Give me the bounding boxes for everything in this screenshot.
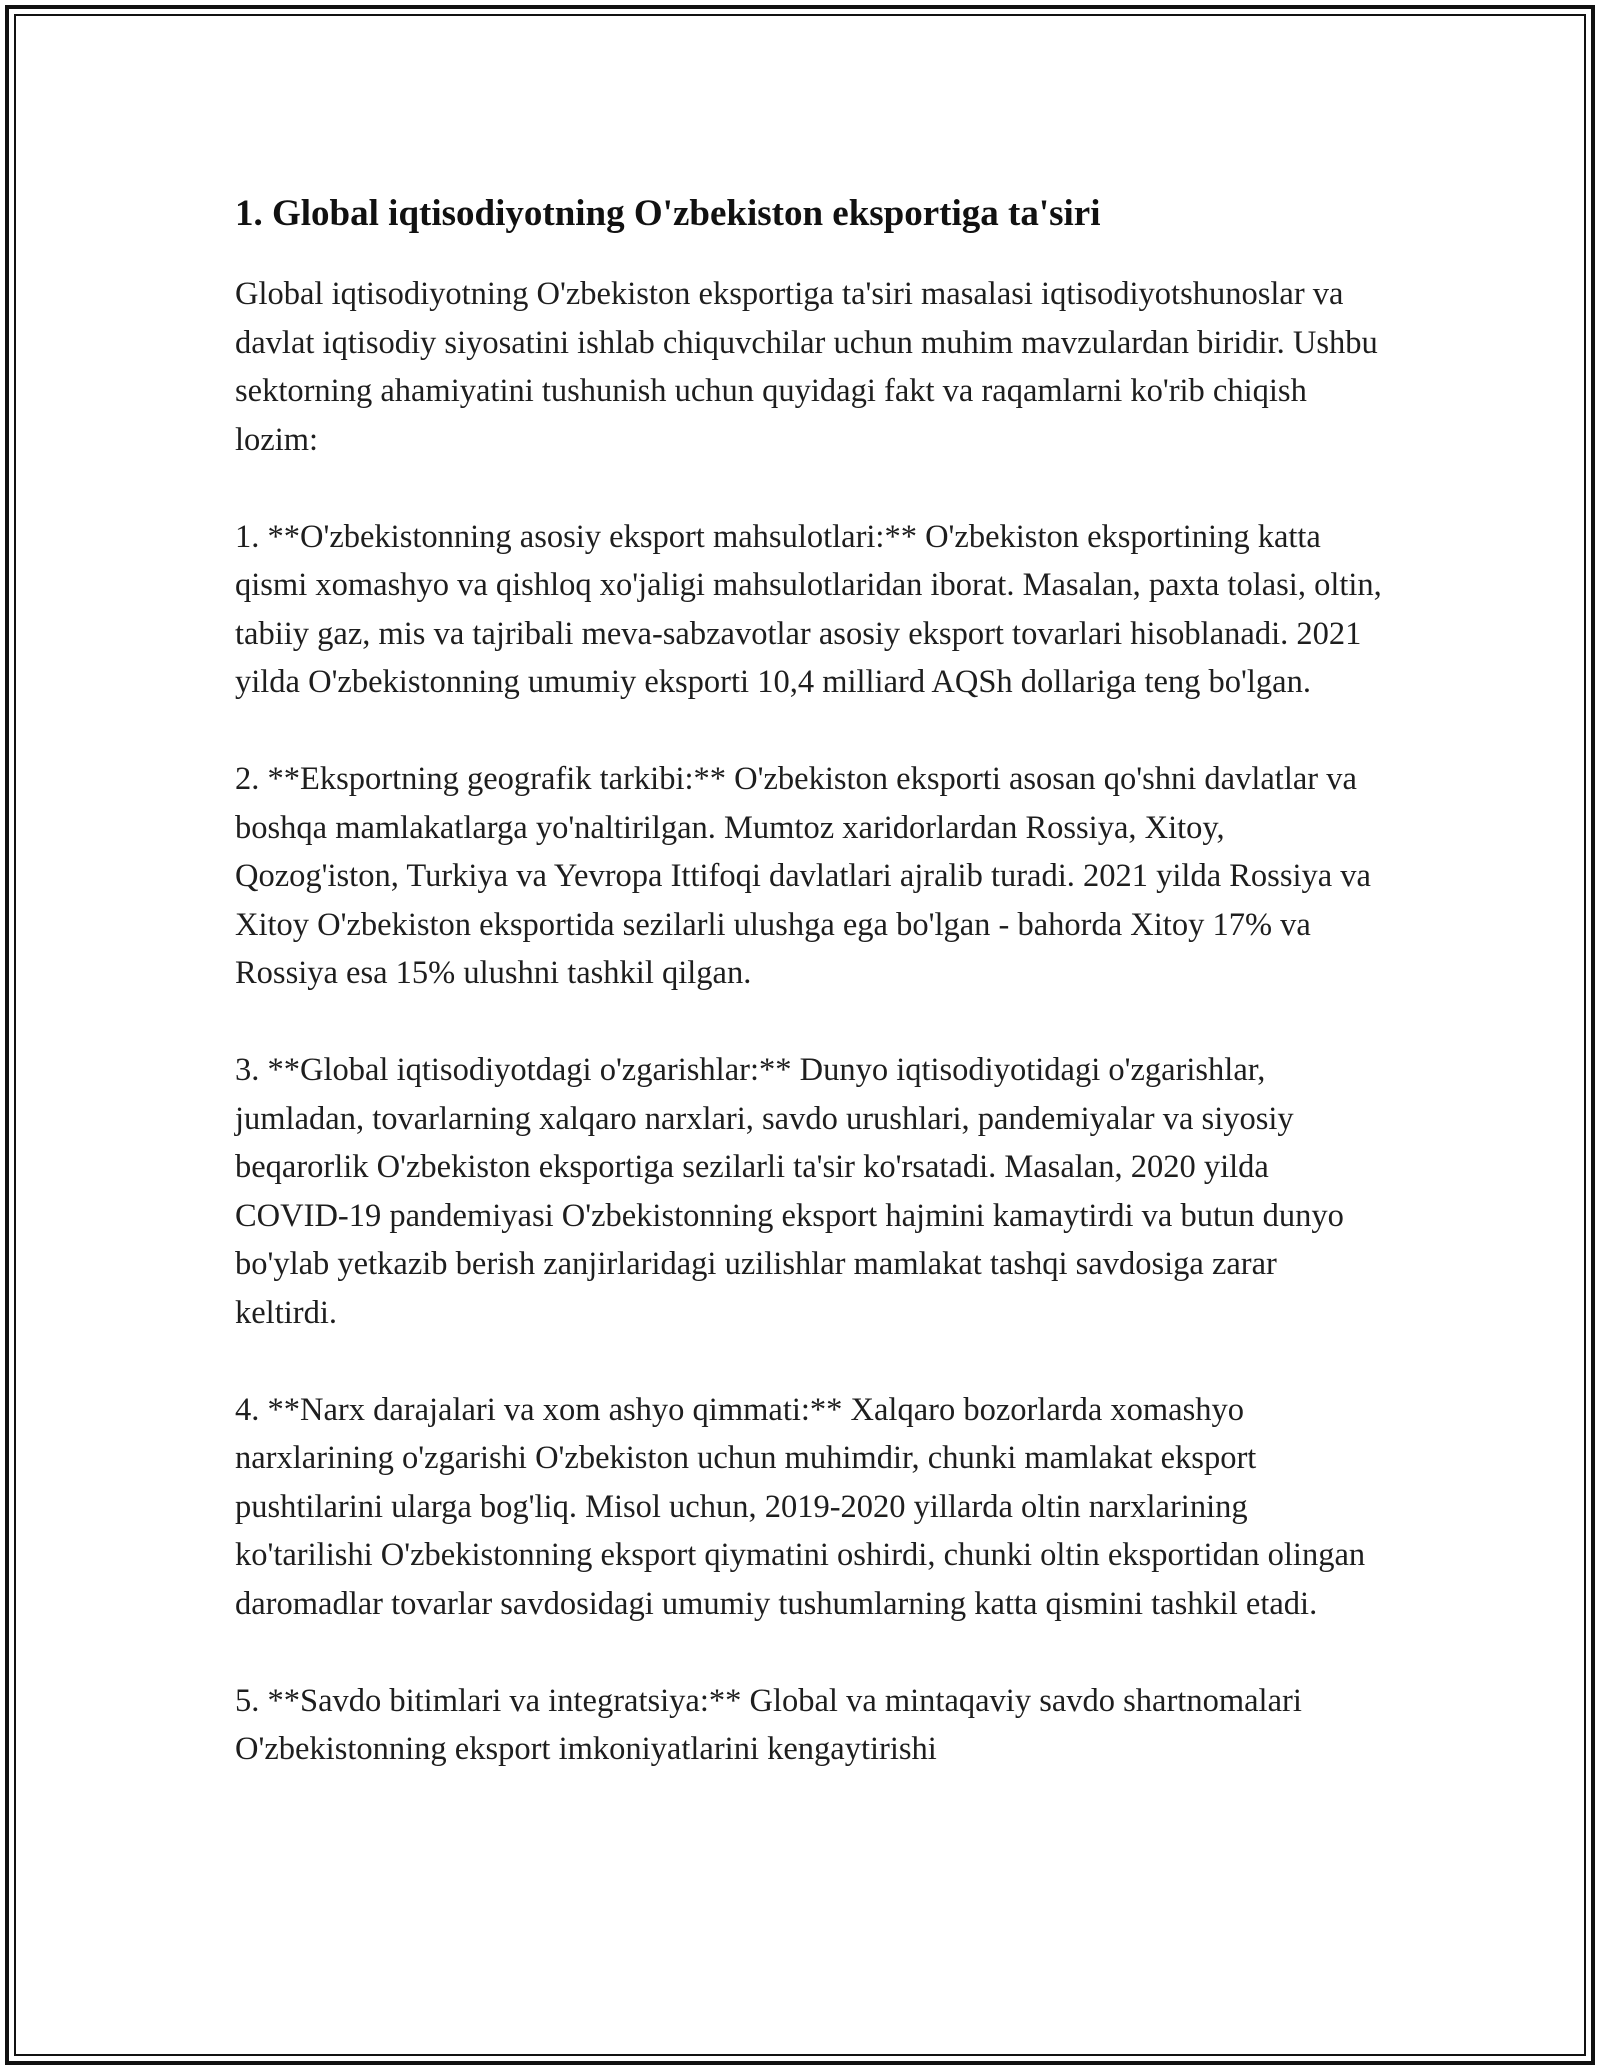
paragraph-export-products: 1. **O'zbekistonning asosiy eksport mahsulotlari:** O'zbekiston eksportining katta qismi xomashyo va qishloq xo'jaligi mahsulotlaridan iborat. Masalan, paxta tolasi, oltin, tabiiy gaz, mis va tajribali meva-sabzavotlar asosiy eksport tovarlari hisoblanadi. 2021 yilda O'zbekistonning umumiy eksporti 10,4 milliard AQSh dollariga teng bo'lgan. (235, 518, 1382, 700)
document-title: 1. Global iqtisodiyotning O'zbekiston eksportiga ta'siri (235, 193, 1101, 234)
paragraph-price-levels: 4. **Narx darajalari va xom ashyo qimmati:** Xalqaro bozorlarda xomashyo narxlarining o'zgarishi O'zbekiston uchun muhimdir, chunki mamlakat eksport pushtilarini ularga bog'liq. Misol uchun, 2019-2020 yillarda oltin narxlarining ko'tarilishi O'zbekistonning eksport qiymatini oshirdi, chunki oltin eksportidan olingan daromadlar tovarlar savdosidagi umumiy tushumlarning katta qismini tashkil etadi. (235, 1391, 1366, 1622)
paragraph-geographic-structure: 2. **Eksportning geografik tarkibi:** O'zbekiston eksporti asosan qo'shni davlatlar va boshqa mamlakatlarga yo'naltirilgan. Mumtoz xaridorlardan Rossiya, Xitoy, Qozog'iston, Turkiya va Yevropa Ittifoqi davlatlari ajralib turadi. 2021 yilda Rossiya va Xitoy O'zbekiston eksportida sezilarli ulushga ega bo'lgan - bahorda Xitoy 17% va Rossiya esa 15% ulushni tashkil qilgan. (235, 761, 1371, 991)
document-body (235, 186, 1385, 1774)
intro-paragraph: Global iqtisodiyotning O'zbekiston eksportiga ta'siri masalasi iqtisodiyotshunoslar va davlat iqtisodiy siyosatini ishlab chiquvchilar uchun muhim mavzulardan biridir. Ushbu sektorning ahamiyatini tushunish uchun quyidagi fakt va raqamlarni ko'rib chiqish lozim: (235, 276, 1378, 458)
paragraph-global-changes: 3. **Global iqtisodiyotdagi o'zgarishlar:** Dunyo iqtisodiyotidagi o'zgarishlar, jumladan, tovarlarning xalqaro narxlari, savdo urushlari, pandemiyalar va siyosiy beqarorlik O'zbekiston eksportiga sezilarli ta'sir ko'rsatadi. Masalan, 2020 yilda COVID-19 pandemiyasi O'zbekistonning eksport hajmini kamaytirdi va butun dunyo bo'ylab yetkazib berish zanjirlaridagi uzilishlar mamlakat tashqi savdosiga zarar keltirdi. (235, 1052, 1344, 1331)
paragraph-trade-agreements: 5. **Savdo bitimlari va integratsiya:** Global va mintaqaviy savdo shartnomalari O'zbekistonning eksport imkoniyatlarini kengaytirishi (235, 1682, 1302, 1767)
